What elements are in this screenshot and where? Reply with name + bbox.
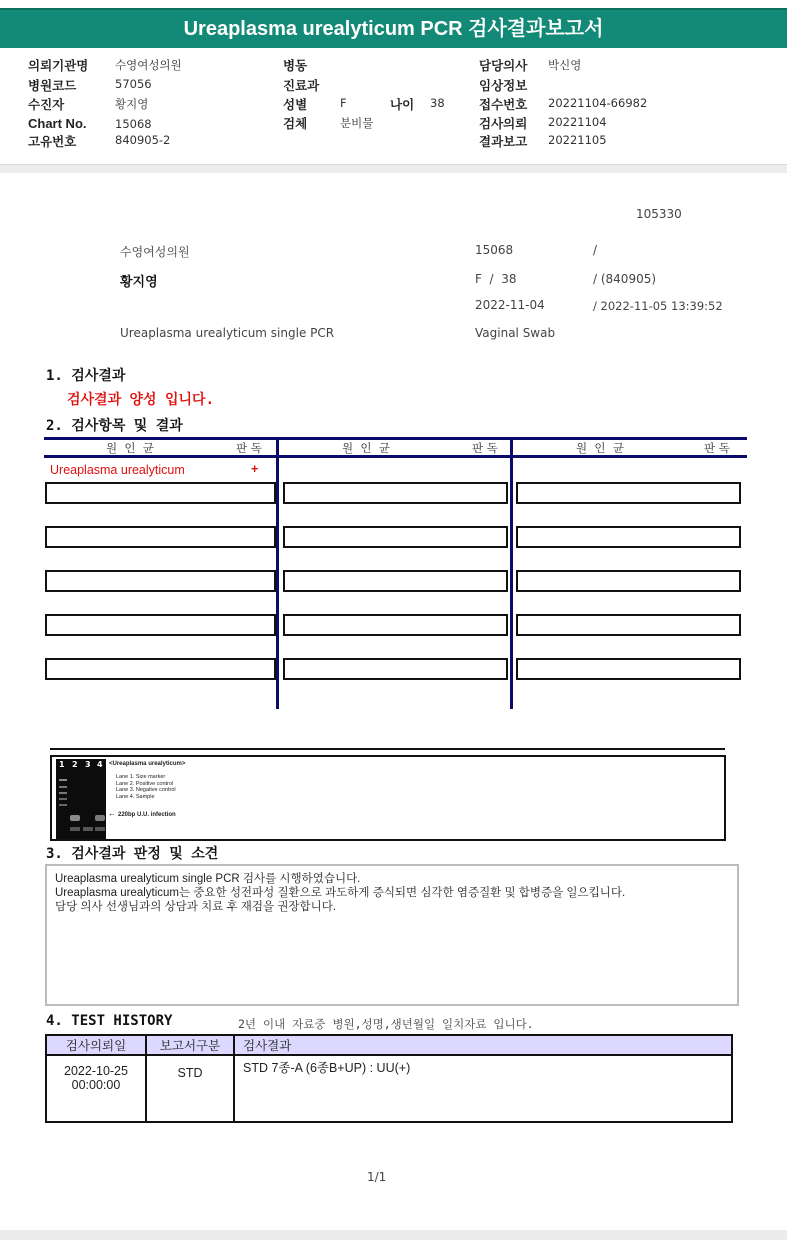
header-label: 검사의뢰: [479, 116, 528, 131]
history-col-date: 검사의뢰일: [46, 1035, 146, 1055]
request-date: 2022-11-04: [475, 298, 545, 312]
result-entry-box: [45, 570, 276, 592]
birth-date: / (840905): [593, 272, 657, 286]
col-header-judgement: 판 독: [472, 441, 498, 455]
header-separator: [0, 164, 787, 173]
header-label: Chart No.: [28, 116, 87, 131]
result-entry-box: [45, 526, 276, 548]
comment-line: Ureaplasma urealyticum는 중요한 성전파성 질환으로 과도하게 증식되면 심각한 염증질환 및 합병증을 일으킵니다.: [55, 887, 626, 899]
result-entry-box: [516, 614, 741, 636]
gel-legend-item: Lane 4. Sample: [116, 793, 155, 800]
primer-band: [83, 827, 93, 831]
section2-title: 2. 검사항목 및 결과: [46, 418, 183, 434]
history-header-row: [46, 1035, 732, 1055]
grid-divider: [510, 437, 513, 709]
primer-band: [95, 827, 105, 831]
doc-number: 105330: [636, 207, 682, 221]
history-row: [46, 1055, 732, 1122]
history-result: STD 7종-A (6종B+UP) : UU(+): [234, 1055, 732, 1122]
marker-band: [59, 792, 67, 794]
pcr-band: [70, 815, 80, 821]
result-pathogen-name: Ureaplasma urealyticum: [50, 463, 185, 477]
history-time: 00:00:00: [71, 1078, 121, 1092]
col-header-pathogen: 원 인 균: [576, 441, 624, 455]
history-table: [45, 1034, 733, 1123]
header-label: 성별: [283, 97, 308, 112]
result-positive-mark: +: [251, 462, 259, 476]
result-entry-box: [516, 482, 741, 504]
result-entry-box: [45, 482, 276, 504]
result-entry-box: [283, 482, 508, 504]
header-label: 나이: [390, 97, 415, 112]
history-col-result: 검사결과: [234, 1035, 732, 1055]
report-datetime: / 2022-11-05 13:39:52: [593, 299, 723, 313]
history-type: STD: [146, 1055, 234, 1122]
history-date: 2022-10-25: [64, 1064, 128, 1078]
report-title: Ureaplasma urealyticum PCR 검사결과보고서: [0, 8, 787, 48]
result-entry-box: [516, 526, 741, 548]
section4-title: 4. TEST HISTORY: [46, 1013, 173, 1029]
slash: /: [593, 243, 598, 257]
header-label: 진료과: [283, 78, 320, 93]
gel-legend-item: Lane 2. Positive control: [116, 780, 174, 787]
result-entry-box: [516, 658, 741, 680]
result-summary: 검사결과 양성 입니다.: [67, 392, 215, 408]
gel-legend: [116, 774, 236, 800]
result-entry-box: [283, 526, 508, 548]
history-col-type: 보고서구분: [146, 1035, 234, 1055]
header-value: 박신영: [548, 58, 582, 72]
header-label: 수진자: [28, 97, 65, 112]
marker-band: [59, 779, 67, 781]
header-value: 20221104-66982: [548, 96, 648, 110]
result-entry-box: [516, 570, 741, 592]
arrow-icon: ←: [108, 809, 116, 818]
col-header-pathogen: 원 인 균: [106, 441, 154, 455]
header-value: 38: [430, 96, 445, 110]
sex-age: F / 38: [475, 272, 517, 286]
header-value: 840905-2: [115, 133, 171, 147]
header-value: 20221105: [548, 133, 607, 147]
lane-number: 2: [72, 760, 78, 769]
chart-number: 15068: [475, 243, 514, 257]
comment-box: [45, 864, 739, 1006]
result-entry-box: [283, 658, 508, 680]
header-label: 임상정보: [479, 78, 528, 93]
pcr-band: [95, 815, 105, 821]
history-date-cell: [46, 1055, 146, 1122]
gel-divider-line: [50, 748, 725, 750]
gel-heading: <Ureaplasma urealyticum>: [109, 761, 186, 767]
lane-number: 3: [85, 760, 91, 769]
history-note: 2년 이내 자료중 병원,성명,생년월일 일치자료 입니다.: [238, 1017, 534, 1031]
footer-band: [0, 1230, 787, 1240]
header-label: 병동: [283, 58, 308, 73]
primer-band: [70, 827, 80, 831]
clinic-name: 수영여성의원: [120, 245, 190, 259]
col-header-judgement: 판 독: [704, 441, 730, 455]
result-entry-box: [45, 614, 276, 636]
header-value: 15068: [115, 117, 152, 131]
results-grid: [44, 437, 747, 709]
header-label: 의뢰기관명: [28, 58, 89, 73]
header-value: 57056: [115, 77, 152, 91]
comment-line: 담당 의사 선생님과의 상담과 치료 후 재검을 권장합니다.: [55, 901, 337, 913]
result-entry-box: [283, 614, 508, 636]
header-value: 수영여성의원: [115, 58, 182, 72]
patient-name: 황지영: [120, 275, 158, 290]
header-label: 병원코드: [28, 78, 77, 93]
gel-image-frame: [50, 755, 726, 841]
header-label: 결과보고: [479, 134, 528, 149]
marker-band: [59, 798, 67, 800]
comment-line: Ureaplasma urealyticum single PCR 검사를 시행하였습니다.: [55, 873, 361, 885]
header-value: 황지영: [115, 97, 149, 111]
marker-band: [59, 786, 67, 788]
section1-title: 1. 검사결과: [46, 368, 126, 384]
header-label: 검체: [283, 116, 308, 131]
test-name: Ureaplasma urealyticum single PCR: [120, 326, 335, 340]
grid-divider: [276, 437, 279, 709]
header-value: 20221104: [548, 115, 607, 129]
header-label: 고유번호: [28, 134, 77, 149]
page-number: 1/1: [367, 1170, 387, 1184]
marker-band: [59, 804, 67, 806]
band-label: 220bp U.U. infection: [118, 812, 176, 818]
lane-number: 1: [59, 760, 65, 769]
header-label: 담당의사: [479, 58, 528, 73]
specimen-type: Vaginal Swab: [475, 326, 556, 340]
lane-number: 4: [97, 760, 103, 769]
col-header-judgement: 판 독: [236, 441, 262, 455]
header-value: F: [340, 96, 347, 110]
gel-legend-item: Lane 1. Size marker: [116, 774, 166, 780]
header-value: 분비물: [340, 116, 374, 130]
header-fields: [0, 0, 787, 160]
gel-image: [56, 759, 106, 839]
result-entry-box: [45, 658, 276, 680]
section3-title: 3. 검사결과 판정 및 소견: [46, 846, 219, 862]
gel-legend-item: Lane 3. Negative control: [116, 787, 176, 793]
col-header-pathogen: 원 인 균: [342, 441, 390, 455]
result-entry-box: [283, 570, 508, 592]
header-label: 접수번호: [479, 97, 528, 112]
